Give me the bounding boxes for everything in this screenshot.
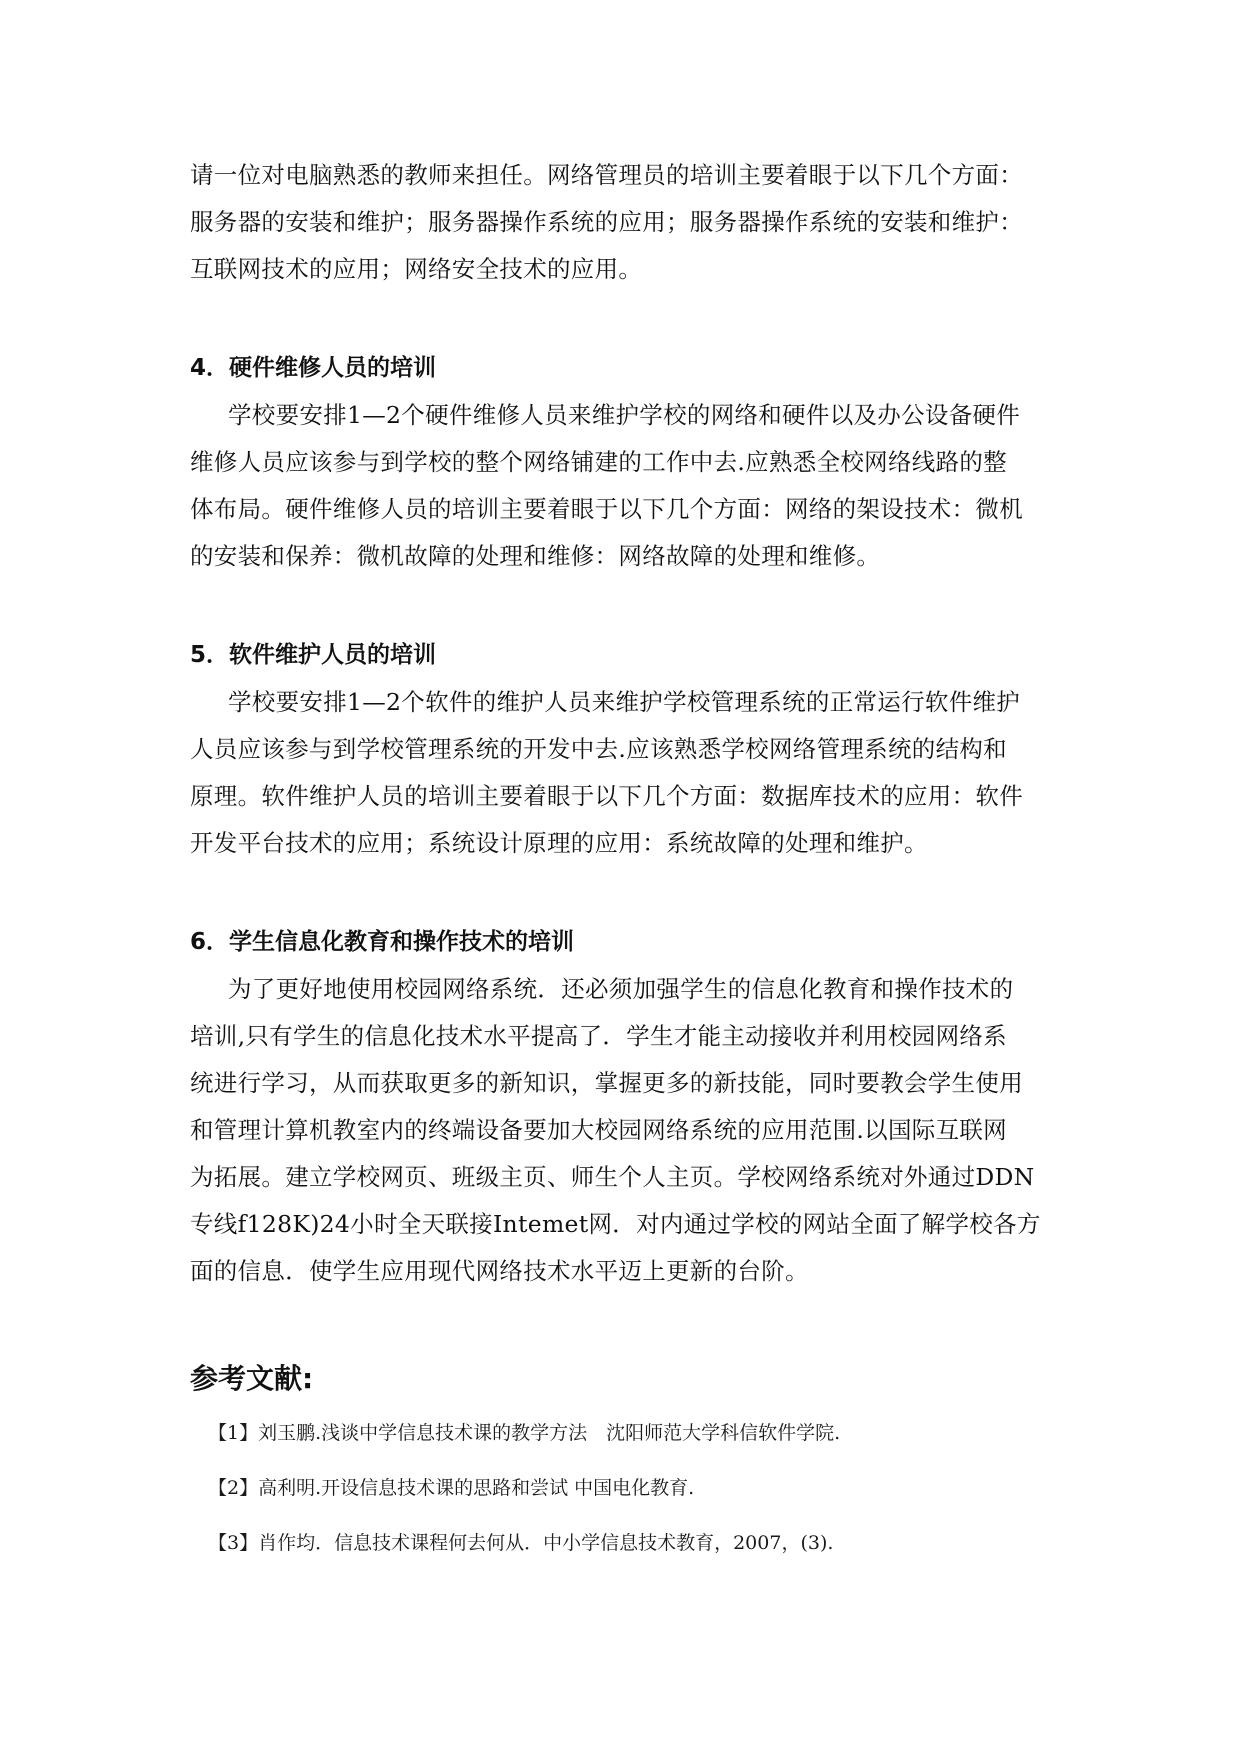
paragraph-line: 维修人员应该参与到学校的整个网络铺建的工作中去.应熟悉全校网络线路的整	[190, 448, 1007, 476]
paragraph-line: 互联网技术的应用；网络安全技术的应用。	[190, 255, 643, 283]
paragraph-line: 体布局。硬件维修人员的培训主要着眼于以下几个方面：网络的架设技术：微机	[190, 495, 1023, 523]
paragraph-line: 请一位对电脑熟悉的教师来担任。网络管理员的培训主要着眼于以下几个方面：	[190, 161, 1023, 189]
paragraph-line: 培训,只有学生的信息化技术水平提高了．学生才能主动接收并利用校园网络系	[190, 1022, 1007, 1050]
paragraph-line: 开发平台技术的应用；系统设计原理的应用：系统故障的处理和维护。	[190, 829, 928, 857]
paragraph-line: 专线f128K)24小时全天联接Intemet网．对内通过学校的网站全面了解学校各方	[190, 1210, 1041, 1238]
paragraph-line: 为拓展。建立学校网页、班级主页、师生个人主页。学校网络系统对外通过DDN	[190, 1163, 1035, 1191]
reference-item: 【2】高利明.开设信息技术课的思路和尝试 中国电化教育.	[208, 1477, 695, 1499]
paragraph-line: 统进行学习，从而获取更多的新知识，掌握更多的新技能，同时要教会学生使用	[190, 1069, 1023, 1097]
paragraph-line: 学校要安排1—2个软件的维护人员来维护学校管理系统的正常运行软件维护	[228, 688, 1021, 716]
section-heading: 5．软件维护人员的培训	[190, 642, 437, 668]
reference-item: 【1】刘玉鹏.浅谈中学信息技术课的教学方法 沈阳师范大学科信软件学院.	[208, 1422, 841, 1444]
paragraph-line: 为了更好地使用校园网络系统．还必须加强学生的信息化教育和操作技术的	[228, 975, 1014, 1003]
paragraph-line: 学校要安排1—2个硬件维修人员来维护学校的网络和硬件以及办公设备硬件	[228, 401, 1021, 429]
reference-item: 【3】肖作均．信息技术课程何去何从．中小学信息技术教育，2007，(3).	[208, 1532, 834, 1554]
paragraph-line: 人员应该参与到学校管理系统的开发中去.应该熟悉学校网络管理系统的结构和	[190, 735, 1007, 763]
paragraph-line: 和管理计算机教室内的终端设备要加大校园网络系统的应用范围.以国际互联网	[190, 1116, 1007, 1144]
section-heading: 6．学生信息化教育和操作技术的培训	[190, 929, 575, 955]
section-heading: 4．硬件维修人员的培训	[190, 355, 437, 381]
paragraph-line: 的安装和保养：微机故障的处理和维修：网络故障的处理和维修。	[190, 542, 881, 570]
paragraph-line: 面的信息．使学生应用现代网络技术水平迈上更新的台阶。	[190, 1257, 809, 1285]
references-heading: 参考文献:	[190, 1362, 314, 1395]
paragraph-line: 原理。软件维护人员的培训主要着眼于以下几个方面：数据库技术的应用：软件	[190, 782, 1023, 810]
paragraph-line: 服务器的安装和维护；服务器操作系统的应用；服务器操作系统的安装和维护：	[190, 208, 1023, 236]
